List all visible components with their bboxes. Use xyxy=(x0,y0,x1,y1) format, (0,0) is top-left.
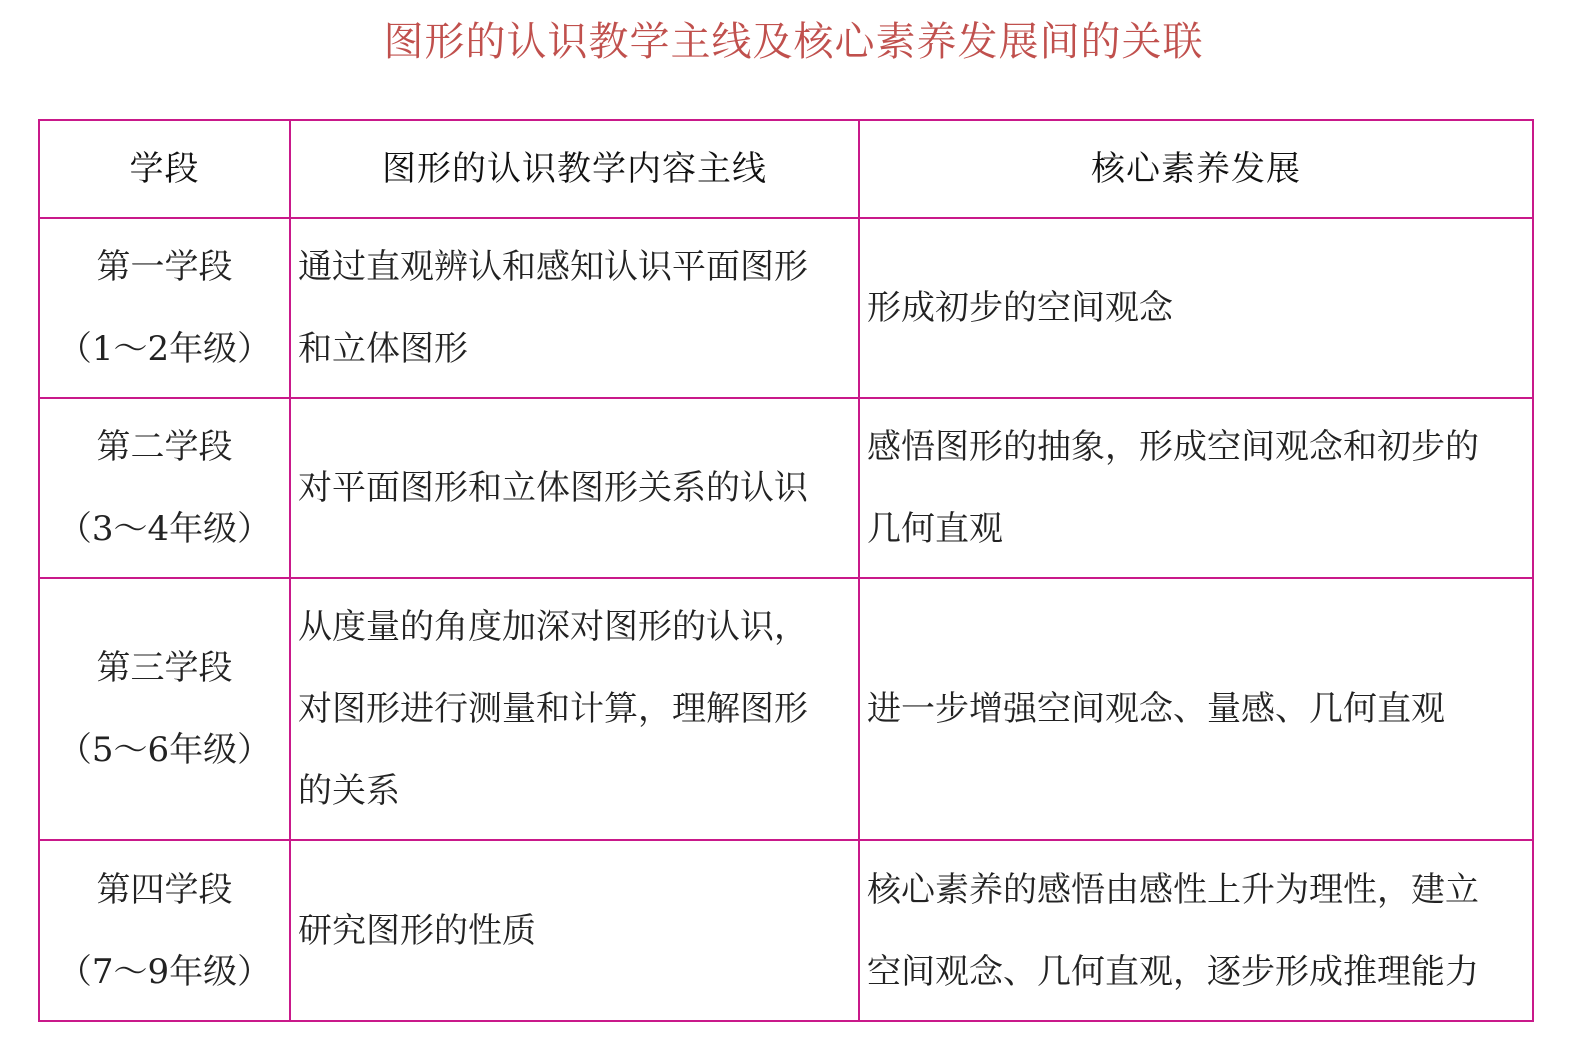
content-cell xyxy=(290,578,859,840)
stage-name: 第三学段 xyxy=(96,648,233,688)
content-line: 和立体图形 xyxy=(298,329,468,369)
literacy-line: 感悟图形的抽象，形成空间观念和初步的 xyxy=(867,427,1479,467)
stage-grades: （5～6年级） xyxy=(57,730,272,770)
stage-name: 第四学段 xyxy=(96,869,233,910)
literacy-line: 空间观念、几何直观，逐步形成推理能力 xyxy=(867,951,1479,992)
stage-grades: （7～9年级） xyxy=(57,951,272,992)
table-row xyxy=(39,398,1533,578)
content-cell xyxy=(290,840,859,1021)
content-line: 的关系 xyxy=(298,771,400,811)
table-row xyxy=(39,218,1533,398)
stage-grades: （1～2年级） xyxy=(57,329,272,369)
stage-cell xyxy=(39,578,290,840)
content-line: 通过直观辨认和感知认识平面图形 xyxy=(298,247,808,287)
literacy-cell xyxy=(859,398,1533,578)
literacy-cell xyxy=(859,840,1533,1021)
table-header-row xyxy=(39,120,1533,218)
stage-cell xyxy=(39,398,290,578)
content-line: 对图形进行测量和计算，理解图形 xyxy=(298,689,808,729)
stage-name: 第一学段 xyxy=(96,247,233,287)
table-row xyxy=(39,840,1533,1021)
content-cell xyxy=(290,218,859,398)
table-row xyxy=(39,578,1533,840)
content-line: 研究图形的性质 xyxy=(298,910,536,951)
literacy-line: 进一步增强空间观念、量感、几何直观 xyxy=(867,689,1445,729)
content-cell xyxy=(290,398,859,578)
header-content: 图形的认识教学内容主线 xyxy=(290,120,859,218)
stage-literacy-table xyxy=(38,119,1534,1022)
document-title: 图形的认识教学主线及核心素养发展间的关联 xyxy=(383,19,1204,65)
content-line: 对平面图形和立体图形关系的认识 xyxy=(298,468,808,508)
content-line: 从度量的角度加深对图形的认识， xyxy=(298,607,808,647)
stage-grades: （3～4年级） xyxy=(57,509,272,549)
stage-cell xyxy=(39,840,290,1021)
stage-cell xyxy=(39,218,290,398)
header-stage: 学段 xyxy=(39,120,290,218)
literacy-line: 核心素养的感悟由感性上升为理性，建立 xyxy=(867,869,1479,910)
header-literacy: 核心素养发展 xyxy=(859,120,1533,218)
literacy-line: 形成初步的空间观念 xyxy=(867,288,1173,328)
stage-name: 第二学段 xyxy=(96,427,233,467)
literacy-cell xyxy=(859,578,1533,840)
literacy-cell xyxy=(859,218,1533,398)
literacy-line: 几何直观 xyxy=(867,509,1003,549)
